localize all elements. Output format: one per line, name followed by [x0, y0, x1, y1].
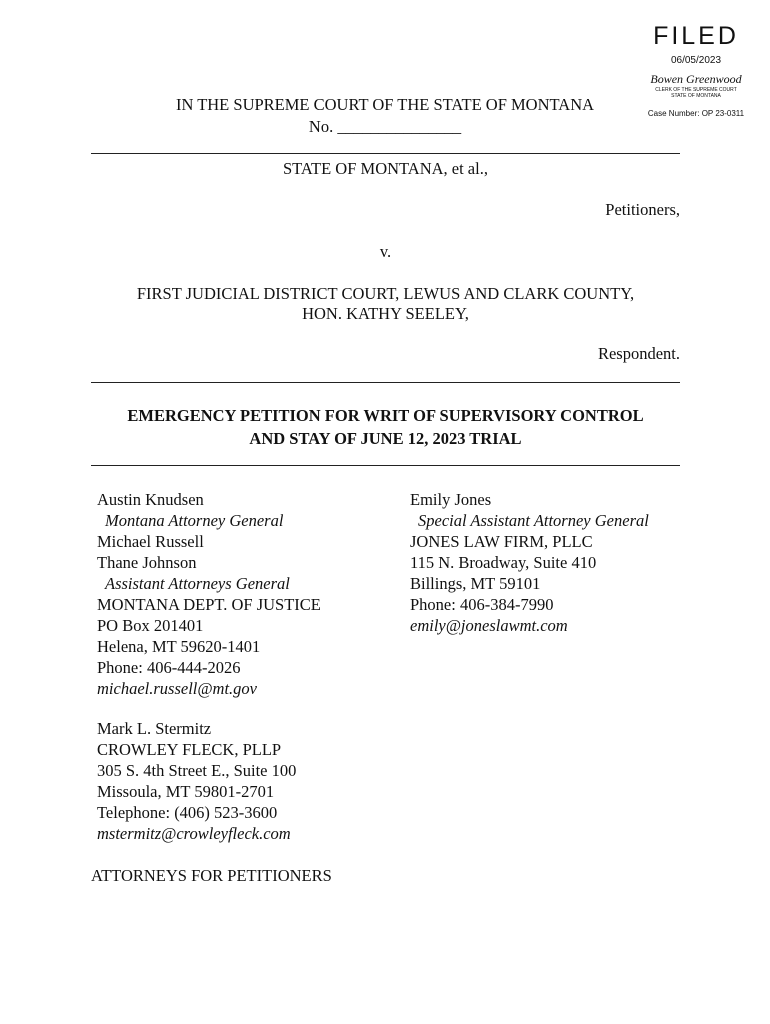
email-link[interactable]: michael.russell@mt.gov: [97, 679, 257, 698]
case-number: Case Number: OP 23-0311: [647, 109, 745, 118]
clerk-title-line1: CLERK OF THE SUPREME COURT: [655, 87, 737, 93]
email-link[interactable]: mstermitz@crowleyfleck.com: [97, 824, 291, 843]
divider-top: [91, 153, 680, 154]
attorney-name: Austin Knudsen: [97, 490, 204, 509]
attorney-name: Emily Jones: [410, 490, 492, 509]
respondent-role: Respondent.: [597, 344, 680, 363]
address-line: 115 N. Broadway, Suite 410: [410, 553, 597, 572]
counsel-block-state: [97, 489, 321, 699]
attorney-title: Assistant Attorneys General: [105, 574, 290, 593]
address-line: Billings, MT 59101: [410, 574, 541, 593]
respondent-line2: HON. KATHY SEELEY,: [302, 304, 469, 323]
filing-stamp: [636, 22, 756, 118]
attorney-name: Michael Russell: [97, 532, 204, 551]
divider-bottom: [91, 465, 680, 466]
office-name: MONTANA DEPT. OF JUSTICE: [97, 595, 321, 614]
address-line: Helena, MT 59620-1401: [97, 637, 261, 656]
clerk-signature: Bowen Greenwood: [650, 72, 742, 86]
attorney-name: Thane Johnson: [97, 553, 197, 572]
attorney-title: Montana Attorney General: [105, 511, 284, 530]
clerk-title-line2: STATE OF MONTANA: [671, 93, 721, 99]
respondent-line1: FIRST JUDICIAL DISTRICT COURT, LEWUS AND CLARK COUNTY,: [136, 284, 635, 303]
phone: Phone: 406-384-7990: [410, 595, 554, 614]
counsel-block-crowley: [97, 718, 296, 844]
attorneys-for-petitioners: ATTORNEYS FOR PETITIONERS: [91, 866, 332, 885]
filed-label: FILED: [653, 22, 739, 50]
address-line: Missoula, MT 59801-2701: [97, 782, 275, 801]
attorney-title: Special Assistant Attorney General: [418, 511, 649, 530]
petitioner-name: STATE OF MONTANA, et al.,: [283, 159, 488, 178]
counsel-block-special: [410, 489, 649, 636]
court-heading: IN THE SUPREME COURT OF THE STATE OF MONTANA: [175, 95, 595, 114]
attorney-name: Mark L. Stermitz: [97, 719, 212, 738]
petitioner-role: Petitioners,: [605, 200, 680, 219]
address-line: 305 S. 4th Street E., Suite 100: [97, 761, 297, 780]
firm-name: CROWLEY FLECK, PLLP: [97, 740, 282, 759]
document-title-line1: EMERGENCY PETITION FOR WRIT OF SUPERVISORY CONTROL: [127, 406, 644, 425]
phone: Telephone: (406) 523-3600: [97, 803, 278, 822]
email-link[interactable]: emily@joneslawmt.com: [410, 616, 568, 635]
filed-date: 06/05/2023: [670, 55, 722, 66]
document-title-line2: AND STAY OF JUNE 12, 2023 TRIAL: [249, 429, 522, 448]
firm-name: JONES LAW FIRM, PLLC: [410, 532, 593, 551]
phone: Phone: 406-444-2026: [97, 658, 241, 677]
versus: v.: [379, 242, 392, 261]
docket-number: No. _______________: [308, 117, 462, 136]
divider-middle: [91, 382, 680, 383]
address-line: PO Box 201401: [97, 616, 204, 635]
